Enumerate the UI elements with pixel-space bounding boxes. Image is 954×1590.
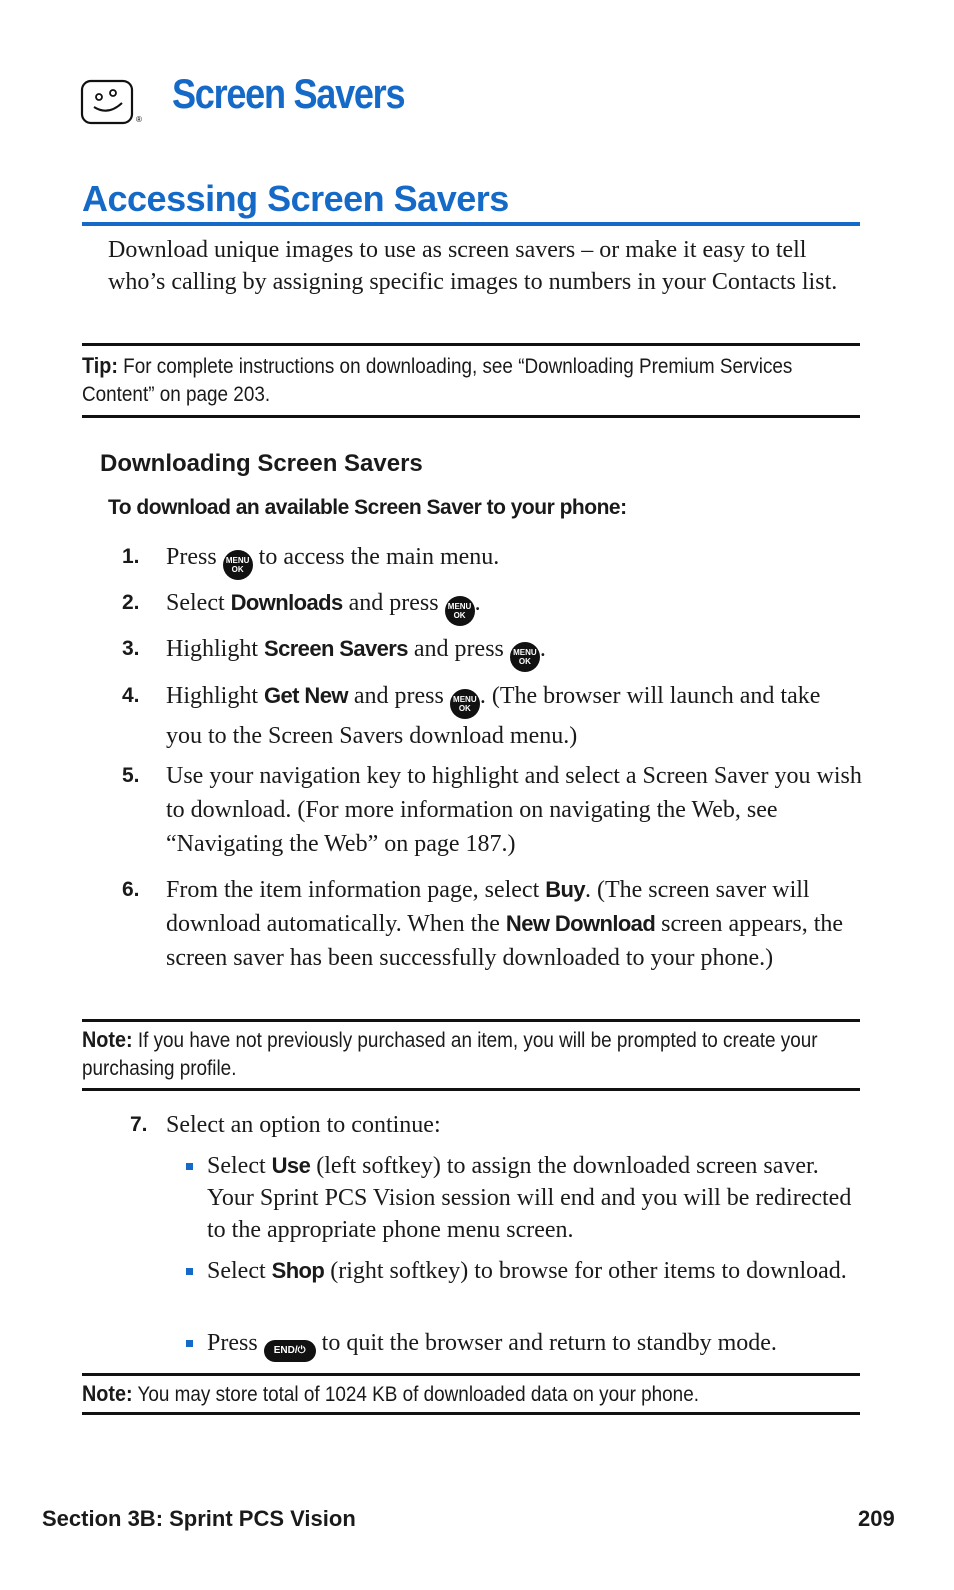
step-number: 5.	[122, 764, 140, 787]
option-bullet: Select Shop (right softkey) to browse for other items to download.	[186, 1255, 856, 1287]
bullet-marker	[186, 1340, 193, 1347]
step-number: 6.	[122, 878, 140, 901]
tip-label: Tip:	[82, 353, 118, 378]
step-number: 4.	[122, 684, 140, 707]
step-item: 3. Highlight Screen Savers and press MENU OK .	[122, 632, 862, 672]
registered-mark: ®	[136, 115, 142, 124]
step-item: 7. Select an option to continue:	[122, 1108, 862, 1142]
note-text: You may store total of 1024 KB of downloaded data on your phone.	[132, 1383, 699, 1406]
bullet-marker	[186, 1163, 193, 1170]
step-item: 5. Use your navigation key to highlight and select a Screen Saver you wish to download. (For more information on navigating the Web, see “Navigating the Web” on page 187.)	[122, 759, 862, 861]
note-label: Note:	[82, 1027, 133, 1052]
page-title: Screen Savers	[172, 70, 405, 117]
step-number: 1.	[122, 545, 140, 568]
intro-paragraph: Download unique images to use as screen savers – or make it easy to tell who’s calling by assigning specific images to numbers in your Contacts list.	[108, 237, 838, 295]
section-divider	[82, 222, 860, 226]
note-text: If you have not previously purchased an item, you will be prompted to create your purchasing profile.	[82, 1029, 818, 1080]
keyword: Buy	[545, 877, 585, 902]
bullet-marker	[186, 1268, 193, 1275]
step-item: 6. From the item information page, select Buy. (The screen saver will download automatically. When the New Download screen appears, the screen saver has been successfully downloaded to your phone.)	[122, 873, 862, 975]
page-number: 209	[858, 1506, 895, 1531]
keyword: New Download	[505, 911, 656, 936]
step-number: 2.	[122, 591, 140, 614]
step-item: 4. Highlight Get New and press MENU OK . (The browser will launch and take you to the Screen Savers download menu.)	[122, 679, 862, 753]
step-item: 1. Press MENU OK to access the main menu.	[122, 540, 862, 580]
step-number: 7.	[130, 1113, 148, 1136]
menu-ok-key-icon: MENU OK	[445, 596, 475, 626]
step-number: 3.	[122, 637, 140, 660]
tip-text: For complete instructions on downloading, see “Downloading Premium Services Content” on page 203.	[82, 355, 793, 406]
option-bullet: Select Use (left softkey) to assign the downloaded screen saver. Your Sprint PCS Vision session will end and you will be redirected to the appropriate phone menu screen.	[186, 1150, 856, 1246]
instruction-line: To download an available Screen Saver to your phone:	[108, 496, 627, 519]
keyword: Shop	[271, 1258, 325, 1283]
note-box	[82, 1019, 860, 1091]
menu-ok-key-icon: MENU OK	[510, 642, 540, 672]
note-box	[82, 1373, 860, 1415]
note-label: Note:	[82, 1381, 133, 1406]
footer-section-label: Section 3B: Sprint PCS Vision	[42, 1506, 356, 1531]
tip-box	[82, 343, 860, 418]
menu-ok-key-icon: MENU OK	[223, 550, 253, 580]
keyword: Screen Savers	[264, 636, 408, 661]
menu-ok-key-icon: MENU OK	[450, 689, 480, 719]
step-item: 2. Select Downloads and press MENU OK .	[122, 586, 862, 626]
end-power-key-icon: END/⏻	[264, 1340, 316, 1362]
option-bullet: Press END/⏻ to quit the browser and return to standby mode.	[186, 1327, 856, 1362]
keyword: Get New	[264, 683, 348, 708]
vision-smiley-icon	[78, 78, 148, 128]
keyword: Use	[271, 1153, 311, 1178]
section-heading: Accessing Screen Savers	[82, 178, 509, 219]
keyword: Downloads	[230, 590, 343, 615]
subsection-heading: Downloading Screen Savers	[100, 450, 423, 477]
